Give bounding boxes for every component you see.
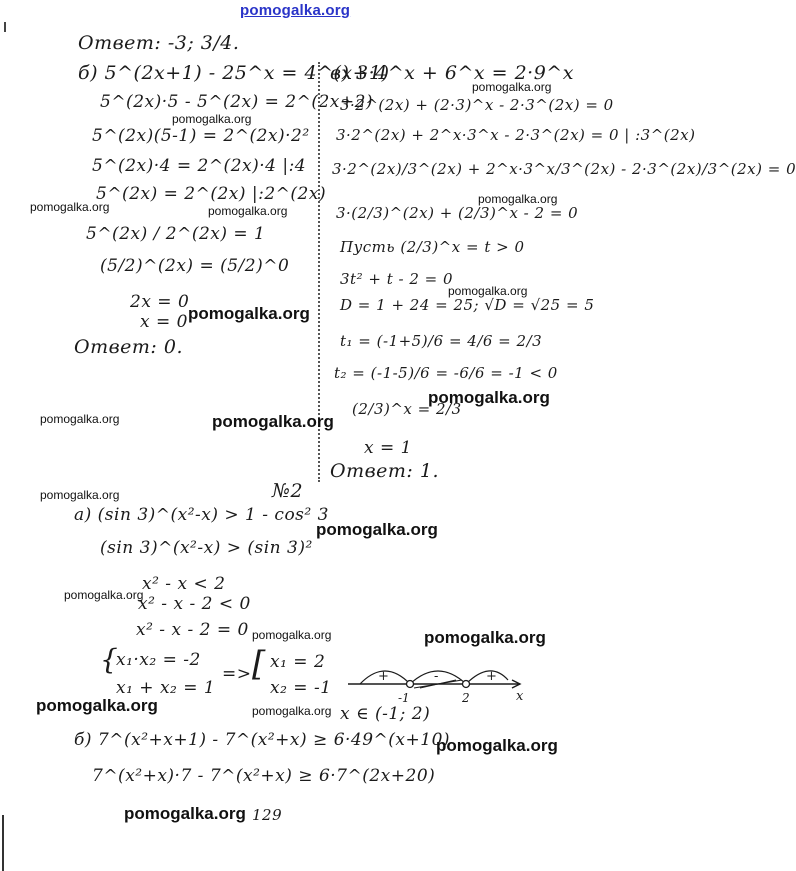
equation-line: б) 5^(2x+1) - 25^x = 4^(x+1) [78, 62, 390, 84]
equation-line: 3·2^(2x)/3^(2x) + 2^x·3^x/3^(2x) - 2·3^(2x)/3^(2x) = 0 [332, 160, 796, 178]
equation-line: 7^(x²+x)·7 - 7^(x²+x) ≥ 6·7^(2x+20) [92, 766, 436, 786]
watermark: pomogalka.org [30, 200, 110, 214]
equation-line: x = 1 [364, 438, 412, 458]
equation-line: 3t² + t - 2 = 0 [340, 270, 454, 288]
watermark: pomogalka.org [436, 736, 558, 755]
watermark: pomogalka.org [36, 696, 158, 715]
system-brace: { [100, 643, 119, 676]
equation-line: x² - x - 2 < 0 [138, 594, 251, 614]
root-one: x₁ = 2 [270, 652, 326, 672]
equation-line: t₁ = (-1+5)/6 = 4/6 = 2/3 [340, 332, 543, 350]
equation-line: (2/3)^x = 2/3 [352, 400, 462, 418]
sign-plus-right: + [486, 669, 497, 684]
equation-line: 3·2^(2x) + (2·3)^x - 2·3^(2x) = 0 [340, 96, 614, 114]
equation-line: 5^(2x) / 2^(2x) = 1 [86, 224, 266, 244]
watermark: pomogalka.org [40, 488, 120, 502]
watermark: pomogalka.org [40, 412, 120, 426]
equation-line: t₂ = (-1-5)/6 = -6/6 = -1 < 0 [334, 364, 558, 382]
page-number: 129 [252, 806, 283, 824]
equation-line: 3·2^(2x) + 2^x·3^x - 2·3^(2x) = 0 | :3^(2x) [336, 126, 696, 144]
implies-arrow: => [222, 664, 252, 684]
vieta-product: x₁·x₂ = -2 [116, 650, 201, 670]
answer-line: Ответ: -3; 3/4. [78, 32, 240, 54]
equation-line: (5/2)^(2x) = (5/2)^0 [100, 256, 290, 276]
watermark: pomogalka.org [472, 80, 552, 94]
answer-line: Ответ: 0. [74, 336, 183, 358]
equation-line: D = 1 + 24 = 25; √D = √25 = 5 [340, 296, 595, 314]
equation-line: x² - x - 2 = 0 [136, 620, 249, 640]
equation-line: 5^(2x)(5-1) = 2^(2x)·2² [92, 126, 310, 146]
number-line [340, 650, 530, 710]
vieta-sum: x₁ + x₂ = 1 [116, 678, 216, 698]
equation-line: 5^(2x)·5 - 5^(2x) = 2^(2x+2) [100, 92, 374, 112]
equation-line: x = 0 [140, 312, 188, 332]
watermark: pomogalka.org [424, 628, 546, 647]
equation-line: Пусть (2/3)^x = t > 0 [340, 238, 525, 256]
equation-line: в) 3·4^x + 6^x = 2·9^x [330, 62, 574, 84]
watermark: pomogalka.org [252, 628, 332, 642]
watermark: pomogalka.org [64, 588, 144, 602]
equation-line: б) 7^(x²+x+1) - 7^(x²+x) ≥ 6·49^(x+10) [74, 730, 451, 750]
equation-line: 5^(2x) = 2^(2x) |:2^(2x) [96, 184, 327, 204]
answer-line: Ответ: 1. [330, 460, 439, 482]
watermark: pomogalka.org [448, 284, 528, 298]
watermark: pomogalka.org [208, 204, 288, 218]
margin-mark [4, 22, 6, 32]
equation-line: 5^(2x)·4 = 2^(2x)·4 |:4 [92, 156, 307, 176]
point-minus-one: -1 [398, 691, 410, 705]
root-two: x₂ = -1 [270, 678, 332, 698]
watermark: pomogalka.org [478, 192, 558, 206]
equation-line: x² - x < 2 [142, 574, 226, 594]
roots-bracket: [ [252, 644, 266, 684]
watermark: pomogalka.org [252, 704, 332, 718]
watermark: pomogalka.org [172, 112, 252, 126]
solution-interval: x ∈ (-1; 2) [340, 704, 431, 724]
watermark: pomogalka.org [212, 412, 334, 431]
watermark: pomogalka.org [316, 520, 438, 539]
equation-line: (sin 3)^(x²-x) > (sin 3)² [100, 538, 313, 558]
site-watermark-header[interactable]: pomogalka.org [240, 2, 351, 19]
edge-mark [2, 815, 4, 871]
point-two: 2 [462, 691, 470, 705]
equation-line: а) (sin 3)^(x²-x) > 1 - cos² 3 [74, 505, 329, 525]
axis-label: x [516, 689, 524, 704]
equation-line: 3·(2/3)^(2x) + (2/3)^x - 2 = 0 [336, 204, 579, 222]
sign-plus-left: + [378, 669, 389, 684]
equation-line: 2x = 0 [130, 292, 190, 312]
task-number: №2 [272, 480, 304, 502]
watermark: pomogalka.org [124, 804, 246, 823]
watermark: pomogalka.org [428, 388, 550, 407]
watermark: pomogalka.org [188, 304, 310, 323]
sign-minus: - [434, 669, 439, 684]
